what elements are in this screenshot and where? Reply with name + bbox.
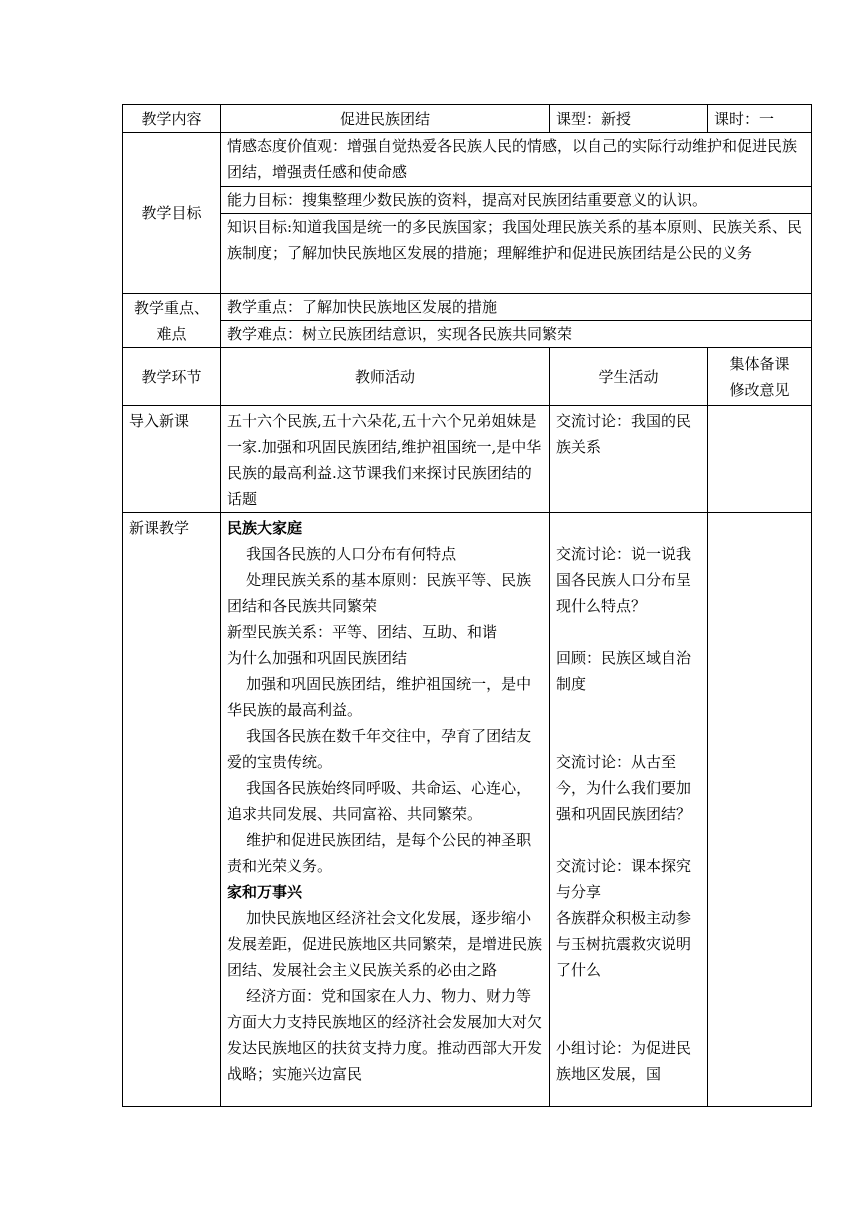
- newlesson-teacher: [221, 513, 550, 1107]
- teacher-text: 加快民族地区经济社会文化发展，逐步缩小发展差距，促进民族地区共同繁荣，是增进民族团结、发展社会主义民族关系的必由之路: [227, 909, 543, 979]
- newlesson-student: [550, 513, 708, 1107]
- teacher-text: 新型民族关系：平等、团结、互助、和谐: [227, 623, 498, 641]
- objective-row-knowledge: [123, 214, 812, 294]
- student-text: 回顾：民族区域自治制度: [556, 649, 692, 693]
- notes-header: [708, 348, 812, 406]
- header-row: [123, 105, 812, 133]
- teacher-text: 我国各民族的人口分布有何特点: [246, 545, 457, 563]
- lesson-hours: 课时：一: [708, 105, 812, 133]
- lesson-type: 课型：新授: [550, 105, 708, 133]
- key-point: 教学重点：了解加快民族地区发展的措施: [221, 294, 812, 321]
- column-header-row: [123, 348, 812, 406]
- newlesson-stage: 新课教学: [123, 513, 221, 1107]
- student-header: 学生活动: [550, 348, 708, 406]
- stage-header: 教学环节: [123, 348, 221, 406]
- student-text: 交流讨论：从古至今，为什么我们要加强和巩固民族团结？: [556, 753, 692, 823]
- teacher-text: 处理民族关系的基本原则：民族平等、民族团结和各民族共同繁荣: [227, 571, 532, 615]
- lesson-plan-table: [122, 104, 812, 1107]
- keypoints-label-line1: 教学重点、: [133, 298, 209, 317]
- intro-teacher: 五十六个民族,五十六朵花,五十六个兄弟姐妹是一家.加强和巩固民族团结,维护祖国统一,是中华民族的最高利益.这节课我们来探讨民族团结的话题: [221, 406, 550, 513]
- notes-header-line2: 修改意见: [729, 380, 790, 399]
- objective-ability: 能力目标：搜集整理少数民族的资料，提高对民族团结重要意义的认识。: [221, 187, 812, 214]
- notes-header-line1: 集体备课: [729, 354, 790, 373]
- student-text: 交流讨论：课本探究与分享: [556, 857, 692, 901]
- teacher-text: 为什么加强和巩固民族团结: [227, 649, 408, 667]
- intro-stage: 导入新课: [123, 406, 221, 513]
- intro-student: 交流讨论：我国的民族关系: [550, 406, 708, 513]
- teacher-text: 加强和巩固民族团结，维护祖国统一，是中华民族的最高利益。: [227, 675, 532, 719]
- intro-row: [123, 406, 812, 513]
- teacher-text: 维护和促进民族团结，是每个公民的神圣职责和光荣义务。: [227, 831, 532, 875]
- teacher-text: 我国各民族在数千年交往中，孕育了团结友爱的宝贵传统。: [227, 727, 532, 771]
- objective-emotion: 情感态度价值观：增强自觉热爱各民族人民的情感，以自己的实际行动维护和促进民族团结，增强责任感和使命感: [221, 133, 812, 187]
- objective-row-ability: [123, 187, 812, 214]
- content-label: 教学内容: [123, 105, 221, 133]
- keypoints-label: [123, 294, 221, 348]
- objective-row-emotion: [123, 133, 812, 187]
- objectives-label: 教学目标: [123, 133, 221, 294]
- difficult-point: 教学难点：树立民族团结意识，实现各民族共同繁荣: [221, 321, 812, 348]
- teacher-text: 我国各民族始终同呼吸、共命运、心连心，追求共同发展、共同富裕、共同繁荣。: [227, 779, 532, 823]
- difficult-row: [123, 321, 812, 348]
- student-text: 小组讨论：为促进民族地区发展，国: [556, 1039, 692, 1083]
- keypoints-label-line2: 难点: [156, 324, 187, 343]
- newlesson-row: [123, 513, 812, 1107]
- section-heading-family: 民族大家庭: [227, 519, 303, 537]
- teacher-text: 经济方面：党和国家在人力、物力、财力等方面大力支持民族地区的经济社会发展加大对欠发达民族地区的扶贫支持力度。推动西部大开发战略；实施兴边富民: [227, 987, 543, 1083]
- section-heading-harmony: 家和万事兴: [227, 883, 303, 901]
- student-text: 交流讨论：说一说我国各民族人口分布呈现什么特点？: [556, 545, 692, 615]
- lesson-topic: 促进民族团结: [221, 105, 550, 133]
- keypoint-row: [123, 294, 812, 321]
- newlesson-notes: [708, 513, 812, 1107]
- objective-knowledge: 知识目标:知道我国是统一的多民族国家；我国处理民族关系的基本原则、民族关系、民族制度；了解加快民族地区发展的措施；理解维护和促进民族团结是公民的义务: [221, 214, 812, 294]
- intro-notes: [708, 406, 812, 513]
- teacher-header: 教师活动: [221, 348, 550, 406]
- student-text: 各族群众积极主动参与玉树抗震救灾说明了什么: [556, 909, 692, 979]
